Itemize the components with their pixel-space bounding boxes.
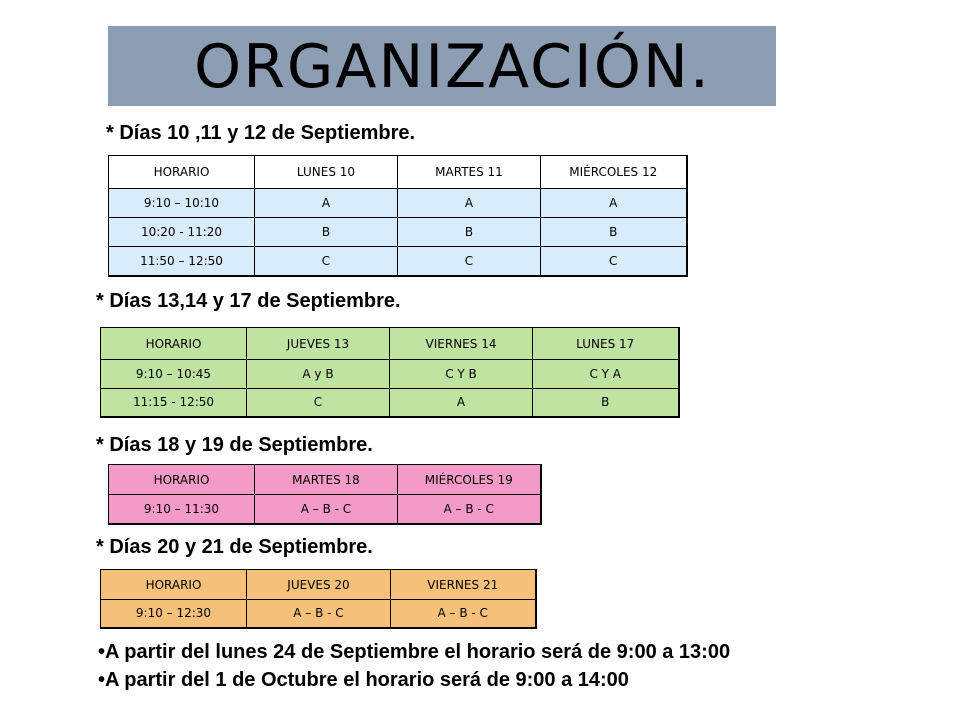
- table-cell: A y B: [247, 360, 390, 389]
- table-cell: A: [541, 189, 687, 218]
- list-item: •A partir del 1 de Octubre el horario será de 9:00 a 14:00: [98, 669, 629, 691]
- page-title: ORGANIZACIÓN.: [194, 32, 711, 102]
- table-header-cell: MARTES 11: [398, 156, 541, 189]
- title-banner: [108, 26, 776, 106]
- table-cell: B: [255, 218, 398, 247]
- table-header-cell: HORARIO: [109, 156, 255, 189]
- table-cell: 9:10 – 11:30: [109, 495, 255, 524]
- table-row: [109, 189, 687, 218]
- table-cell: 9:10 – 10:45: [101, 360, 247, 389]
- table-cell: C Y A: [533, 360, 679, 389]
- table-header-cell: JUEVES 13: [247, 328, 390, 360]
- list-item: •A partir del lunes 24 de Septiembre el horario será de 9:00 a 13:00: [98, 641, 731, 663]
- table-cell: B: [398, 218, 541, 247]
- table-header-cell: VIERNES 14: [390, 328, 533, 360]
- table-cell: A – B - C: [398, 495, 541, 524]
- table-cell: A: [398, 189, 541, 218]
- schedule-table-1: [108, 155, 688, 277]
- notes-list: [98, 638, 730, 694]
- table-header-cell: MARTES 18: [255, 465, 398, 495]
- table-header-cell: VIERNES 21: [391, 570, 536, 600]
- section-heading-3: * Días 18 y 19 de Septiembre.: [96, 434, 373, 456]
- schedule-table-2: [100, 327, 680, 418]
- table-cell: C: [255, 247, 398, 276]
- table-cell: 10:20 - 11:20: [109, 218, 255, 247]
- table-cell: 9:10 – 12:30: [101, 600, 247, 628]
- table-cell: C: [398, 247, 541, 276]
- schedule-table-3: [108, 464, 542, 525]
- table-cell: A – B - C: [255, 495, 398, 524]
- table-header-cell: HORARIO: [101, 328, 247, 360]
- table-cell: 9:10 – 10:10: [109, 189, 255, 218]
- table-row: [101, 360, 679, 389]
- table-header-cell: HORARIO: [109, 465, 255, 495]
- table-row: [109, 247, 687, 276]
- table-header-cell: MIÉRCOLES 12: [541, 156, 687, 189]
- table-row: [109, 495, 541, 524]
- table-row: [109, 218, 687, 247]
- table-cell: C Y B: [390, 360, 533, 389]
- table-cell: A: [255, 189, 398, 218]
- table-cell: C: [247, 389, 390, 417]
- table-cell: B: [541, 218, 687, 247]
- section-heading-4: * Días 20 y 21 de Septiembre.: [96, 536, 373, 558]
- table-row: [101, 600, 536, 628]
- table-cell: A – B - C: [247, 600, 391, 628]
- table-cell: A – B - C: [391, 600, 536, 628]
- table-header-cell: JUEVES 20: [247, 570, 391, 600]
- table-cell: B: [533, 389, 679, 417]
- table-header-cell: LUNES 17: [533, 328, 679, 360]
- schedule-table-4: [100, 569, 537, 629]
- section-heading-1: * Días 10 ,11 y 12 de Septiembre.: [106, 122, 416, 144]
- table-row: [101, 389, 679, 417]
- table-header-cell: MIÉRCOLES 19: [398, 465, 541, 495]
- table-header-cell: LUNES 10: [255, 156, 398, 189]
- table-header-cell: HORARIO: [101, 570, 247, 600]
- table-cell: 11:15 - 12:50: [101, 389, 247, 417]
- table-cell: 11:50 – 12:50: [109, 247, 255, 276]
- table-cell: C: [541, 247, 687, 276]
- table-cell: A: [390, 389, 533, 417]
- section-heading-2: * Días 13,14 y 17 de Septiembre.: [96, 290, 401, 312]
